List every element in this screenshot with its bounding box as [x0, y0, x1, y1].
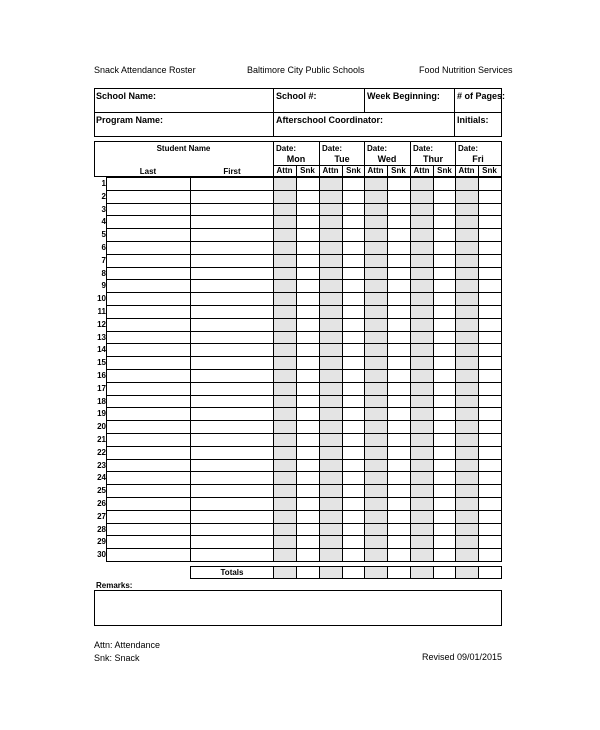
- student-name-heading: Student Name: [156, 144, 211, 153]
- row-number: 29: [97, 537, 106, 547]
- attn-heading: Attn: [367, 166, 384, 175]
- table-row[interactable]: [94, 407, 502, 420]
- row-number: 4: [101, 217, 106, 227]
- row-number: 10: [97, 294, 106, 304]
- row-number: 19: [97, 409, 106, 419]
- table-row[interactable]: [94, 356, 502, 369]
- table-row[interactable]: [94, 510, 502, 523]
- district-name: Baltimore City Public Schools: [247, 65, 365, 75]
- table-row[interactable]: [94, 279, 502, 292]
- date-label-thur[interactable]: Date:: [413, 144, 434, 153]
- table-row[interactable]: [94, 228, 502, 241]
- snk-heading: Snk: [346, 166, 361, 175]
- row-number: 2: [101, 191, 106, 201]
- day-label-mon: Mon: [286, 154, 306, 164]
- day-label-wed: Wed: [377, 154, 397, 164]
- row-number: 22: [97, 447, 106, 457]
- row-number: 3: [101, 204, 106, 214]
- table-row[interactable]: [94, 254, 502, 267]
- table-row[interactable]: [94, 523, 502, 536]
- day-label-fri: Fri: [472, 154, 484, 164]
- remarks-label: Remarks:: [96, 581, 133, 590]
- department-name: Food Nutrition Services: [419, 65, 513, 75]
- table-row[interactable]: [94, 177, 502, 190]
- row-number: 1: [101, 179, 106, 188]
- snk-heading: Snk: [300, 166, 315, 175]
- snk-heading: Snk: [437, 166, 452, 175]
- initials-field[interactable]: Initials:: [457, 115, 489, 125]
- attn-heading: Attn: [458, 166, 475, 175]
- table-row[interactable]: [94, 497, 502, 510]
- attn-heading: Attn: [413, 166, 430, 175]
- attn-heading: Attn: [276, 166, 293, 175]
- table-row[interactable]: [94, 548, 502, 561]
- table-row[interactable]: [94, 215, 502, 228]
- date-label-wed[interactable]: Date:: [367, 144, 388, 153]
- table-row[interactable]: [94, 395, 502, 408]
- snk-heading: Snk: [391, 166, 406, 175]
- row-number: 9: [101, 281, 106, 291]
- snk-heading: Snk: [482, 166, 497, 175]
- row-number: 21: [97, 435, 106, 444]
- table-row[interactable]: [94, 420, 502, 433]
- row-number: 15: [97, 358, 106, 368]
- row-number: 16: [97, 371, 106, 380]
- revised-date: Revised 09/01/2015: [422, 652, 503, 662]
- row-number: 8: [101, 268, 106, 278]
- table-row[interactable]: [94, 382, 502, 395]
- row-number: 6: [101, 243, 106, 252]
- row-number: 25: [97, 486, 106, 496]
- row-number: 17: [97, 383, 106, 393]
- row-number: 23: [97, 460, 106, 470]
- row-number: 13: [97, 332, 106, 342]
- school-name-field[interactable]: School Name:: [96, 91, 157, 101]
- row-number: 20: [97, 422, 106, 432]
- remarks-box[interactable]: [94, 590, 502, 626]
- row-number: 24: [97, 473, 106, 483]
- date-label-fri[interactable]: Date:: [458, 144, 479, 153]
- totals-label: Totals: [220, 568, 244, 577]
- table-row[interactable]: [94, 343, 502, 356]
- table-row[interactable]: [94, 292, 502, 305]
- last-name-heading: Last: [139, 167, 157, 176]
- row-number: 18: [97, 396, 106, 406]
- row-number: 12: [97, 319, 106, 329]
- table-row[interactable]: [94, 190, 502, 203]
- legend-snk: Snk: Snack: [94, 653, 140, 663]
- table-row[interactable]: [94, 305, 502, 318]
- coordinator-field[interactable]: Afterschool Coordinator:: [276, 115, 383, 125]
- table-row[interactable]: [94, 241, 502, 254]
- week-beginning-field[interactable]: Week Beginning:: [367, 91, 440, 101]
- row-number: 14: [97, 345, 106, 355]
- row-number: 7: [101, 255, 106, 265]
- table-row[interactable]: [94, 446, 502, 459]
- first-name-heading: First: [223, 167, 241, 176]
- day-label-thur: Thur: [423, 154, 443, 164]
- table-row[interactable]: [94, 535, 502, 548]
- row-number: 26: [97, 499, 106, 508]
- table-row[interactable]: [94, 331, 502, 344]
- row-number: 28: [97, 524, 106, 534]
- row-number: 27: [97, 511, 106, 521]
- program-name-field[interactable]: Program Name:: [96, 115, 164, 125]
- row-number: 11: [97, 307, 106, 316]
- day-label-tue: Tue: [334, 154, 350, 164]
- legend-attn: Attn: Attendance: [94, 640, 161, 650]
- row-number: 5: [101, 230, 106, 240]
- row-number: 30: [97, 550, 106, 560]
- form-title: Snack Attendance Roster: [94, 65, 196, 75]
- table-row[interactable]: [94, 318, 502, 331]
- table-row[interactable]: [94, 471, 502, 484]
- info-divider: [94, 112, 502, 113]
- table-row[interactable]: [94, 459, 502, 472]
- pages-field[interactable]: # of Pages:: [457, 91, 506, 101]
- table-row[interactable]: [94, 433, 502, 446]
- table-row[interactable]: [94, 267, 502, 280]
- attn-heading: Attn: [322, 166, 339, 175]
- date-label-tue[interactable]: Date:: [322, 144, 343, 153]
- school-number-field[interactable]: School #:: [276, 91, 317, 101]
- table-row[interactable]: [94, 203, 502, 216]
- table-row[interactable]: [94, 484, 502, 497]
- date-label-mon[interactable]: Date:: [276, 144, 297, 153]
- table-row[interactable]: [94, 369, 502, 382]
